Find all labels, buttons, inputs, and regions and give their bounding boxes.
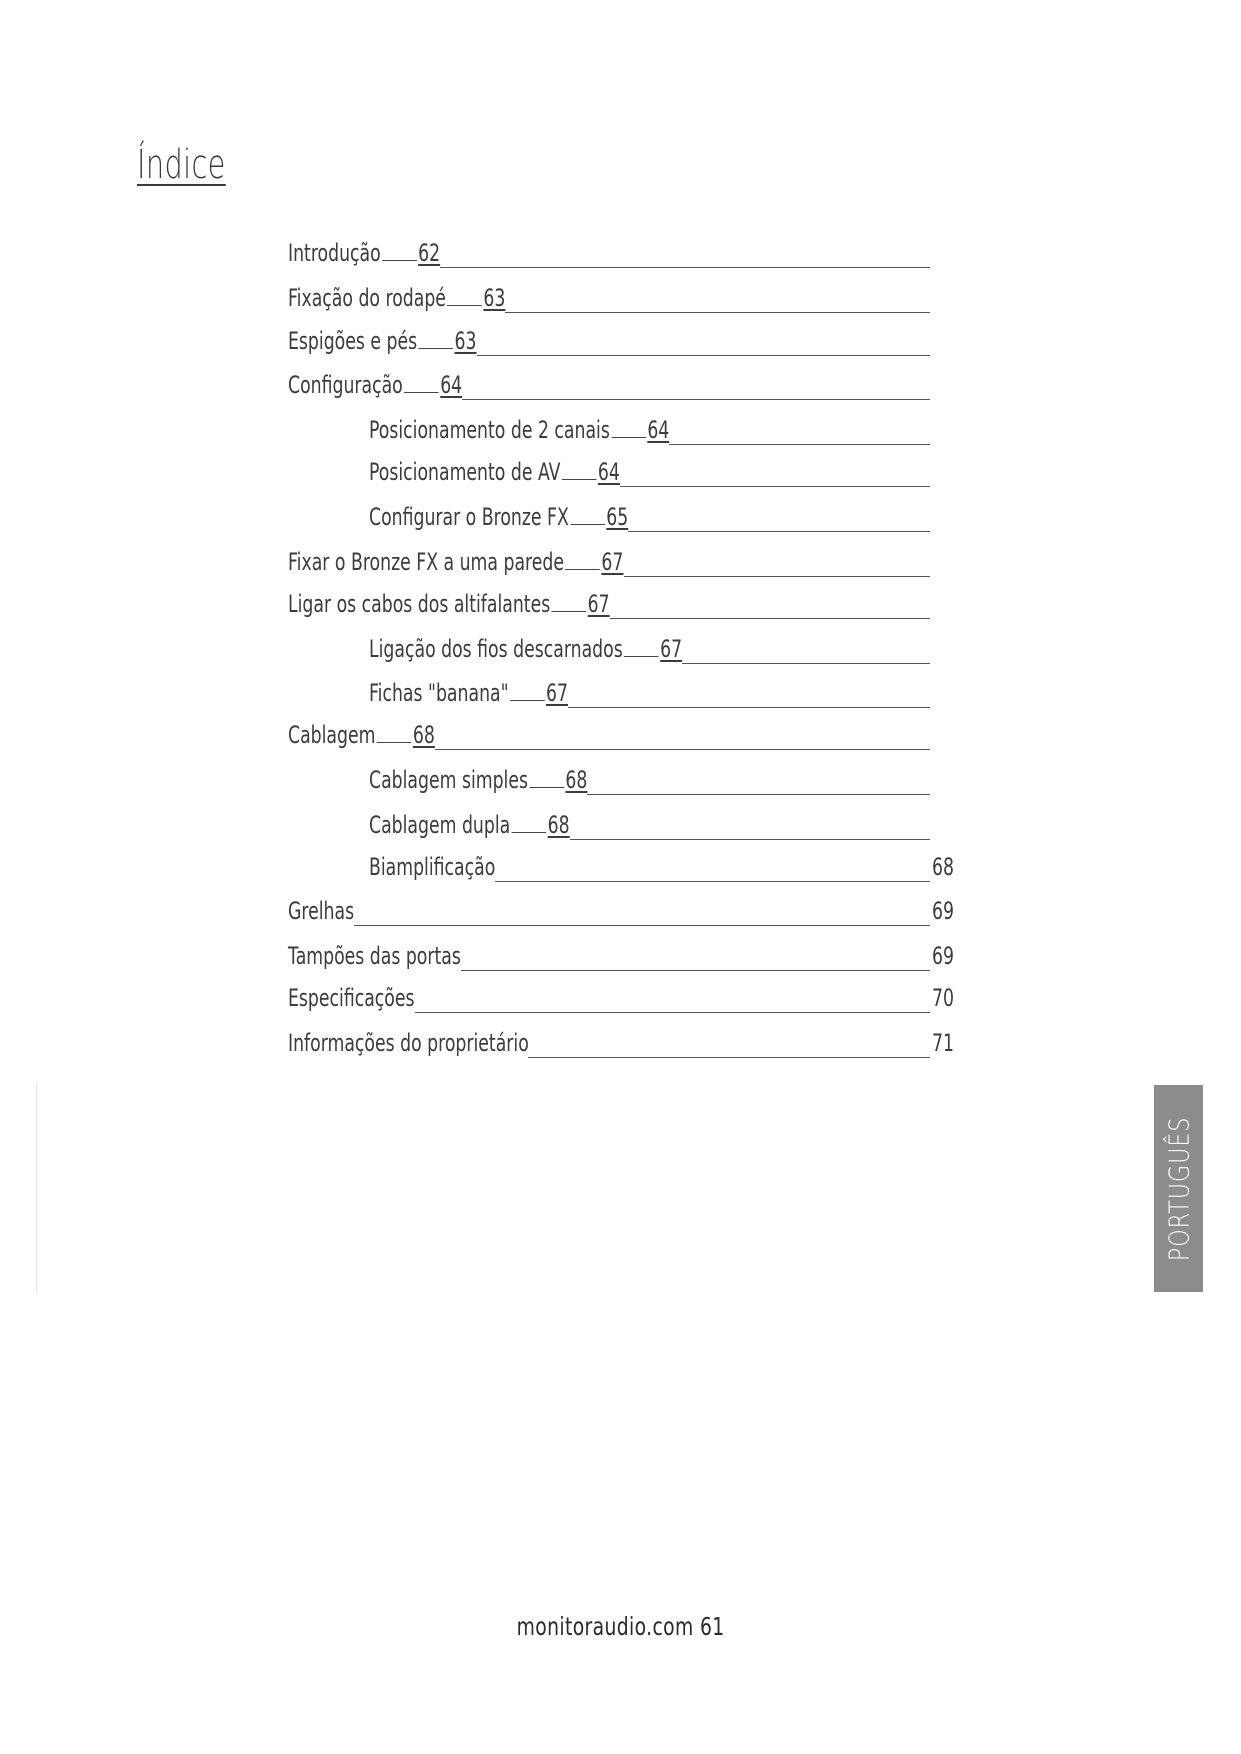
leader-underline bbox=[447, 304, 482, 306]
toc-entry-title: Grelhas bbox=[288, 897, 355, 925]
toc-entry-title: Especificações bbox=[288, 984, 415, 1012]
toc-entry[interactable] bbox=[369, 634, 930, 666]
toc-entry-page: 68 bbox=[547, 811, 570, 839]
leader-rule bbox=[495, 881, 930, 882]
toc-entry-title: Ligação dos fios descarnados bbox=[369, 635, 623, 663]
toc-entry-page: 63 bbox=[483, 284, 506, 312]
toc-entry[interactable] bbox=[369, 457, 930, 489]
toc-entry-page: 64 bbox=[597, 458, 620, 486]
toc-entry-title: Introdução bbox=[288, 239, 381, 267]
toc-entry-title: Configuração bbox=[288, 371, 403, 399]
toc-entry[interactable] bbox=[288, 547, 930, 579]
toc-entry-label bbox=[288, 327, 477, 355]
toc-entry-page: 65 bbox=[606, 503, 629, 531]
leader-rule bbox=[568, 707, 930, 708]
toc-entry-page: 69 bbox=[932, 897, 954, 925]
leader-rule bbox=[477, 355, 930, 356]
toc-entry-title: Tampões das portas bbox=[288, 942, 461, 970]
toc-entry-title: Cablagem dupla bbox=[369, 811, 511, 839]
toc-entry-label bbox=[288, 721, 435, 749]
leader-underline bbox=[382, 259, 417, 261]
toc-entry-title: Fichas "banana" bbox=[369, 679, 509, 707]
toc-entry-label bbox=[369, 635, 682, 663]
toc-entry-page: 67 bbox=[660, 635, 683, 663]
leader-rule bbox=[528, 1057, 930, 1058]
toc-entry-label bbox=[369, 503, 628, 531]
toc-entry-label bbox=[288, 590, 610, 618]
toc-entry[interactable] bbox=[288, 283, 930, 315]
toc-entry-label bbox=[369, 458, 620, 486]
leader-rule bbox=[461, 970, 930, 971]
toc-entry-title: Cablagem simples bbox=[369, 766, 528, 794]
toc-entry[interactable] bbox=[288, 941, 954, 973]
toc-entry-label bbox=[288, 548, 623, 576]
leader-underline bbox=[529, 786, 564, 788]
page-footer bbox=[0, 1612, 1241, 1641]
toc-entry-label bbox=[369, 811, 570, 839]
toc-entry-title: Biamplificação bbox=[369, 853, 496, 881]
leader-underline bbox=[624, 655, 659, 657]
toc-entry-label bbox=[369, 679, 568, 707]
toc-entry[interactable] bbox=[288, 1028, 954, 1060]
toc-entry-page: 68 bbox=[932, 853, 954, 881]
toc-entry-label bbox=[369, 766, 587, 794]
toc-entry-page: 62 bbox=[418, 239, 441, 267]
leader-rule bbox=[628, 531, 930, 532]
margin-line bbox=[36, 1082, 37, 1294]
toc-entry-label bbox=[288, 1029, 529, 1057]
toc-entry-title: Espigões e pés bbox=[288, 327, 418, 355]
leader-rule bbox=[440, 267, 930, 268]
toc-entry-label bbox=[288, 371, 462, 399]
leader-rule bbox=[435, 749, 930, 750]
toc-entry-label bbox=[369, 853, 495, 881]
toc-entry-title: Cablagem bbox=[288, 721, 376, 749]
toc-entry-title: Posicionamento de 2 canais bbox=[369, 416, 610, 444]
leader-rule bbox=[415, 1012, 930, 1013]
toc-entry[interactable] bbox=[288, 589, 930, 621]
toc-entry[interactable] bbox=[288, 720, 930, 752]
toc-entry-label bbox=[288, 984, 415, 1012]
leader-rule bbox=[570, 839, 930, 840]
toc-entry-page: 70 bbox=[932, 984, 954, 1012]
toc-entry-page: 63 bbox=[454, 327, 477, 355]
toc-entry[interactable] bbox=[369, 852, 954, 884]
leader-rule bbox=[682, 663, 930, 664]
leader-underline bbox=[512, 831, 547, 833]
toc-entry[interactable] bbox=[369, 765, 930, 797]
leader-rule bbox=[610, 618, 930, 619]
leader-underline bbox=[552, 610, 587, 612]
leader-rule bbox=[669, 444, 930, 445]
toc-entry[interactable] bbox=[369, 415, 930, 447]
toc-entry-title: Fixação do rodapé bbox=[288, 284, 446, 312]
footer-text: monitoraudio.com 61 bbox=[516, 1612, 725, 1641]
leader-underline bbox=[510, 699, 545, 701]
toc-entry-page: 71 bbox=[932, 1029, 954, 1057]
leader-rule bbox=[505, 312, 930, 313]
leader-underline bbox=[419, 347, 454, 349]
leader-rule bbox=[624, 576, 930, 577]
toc-entry-title: Informações do proprietário bbox=[288, 1029, 529, 1057]
toc-entry-page: 67 bbox=[587, 590, 610, 618]
toc-entry-label bbox=[288, 897, 354, 925]
leader-underline bbox=[565, 568, 600, 570]
toc-entry[interactable] bbox=[369, 678, 930, 710]
toc-entry-label bbox=[288, 239, 440, 267]
toc-entry-page: 69 bbox=[932, 942, 954, 970]
toc-entry-label bbox=[288, 284, 505, 312]
language-tab-label: PORTUGUÊS bbox=[1162, 1116, 1195, 1261]
toc-entry[interactable] bbox=[288, 896, 954, 928]
leader-underline bbox=[404, 391, 439, 393]
toc-entry-page: 68 bbox=[412, 721, 435, 749]
toc-entry-page: 67 bbox=[601, 548, 624, 576]
toc-entry-page: 64 bbox=[647, 416, 670, 444]
page-title: Índice bbox=[137, 142, 226, 188]
leader-rule bbox=[354, 925, 930, 926]
toc-entry-label bbox=[288, 942, 461, 970]
toc-entry[interactable] bbox=[288, 370, 930, 402]
toc-entry-page: 64 bbox=[440, 371, 463, 399]
language-tab bbox=[1154, 1085, 1203, 1292]
toc-entry-title: Ligar os cabos dos altifalantes bbox=[288, 590, 551, 618]
toc-entry[interactable] bbox=[288, 983, 954, 1015]
toc-entry-title: Fixar o Bronze FX a uma parede bbox=[288, 548, 564, 576]
leader-rule bbox=[462, 399, 930, 400]
toc-entry[interactable] bbox=[369, 810, 930, 842]
toc-entry[interactable] bbox=[288, 238, 930, 270]
toc-entry[interactable] bbox=[288, 326, 930, 358]
toc-entry-title: Configurar o Bronze FX bbox=[369, 503, 569, 531]
leader-rule bbox=[587, 794, 930, 795]
toc-entry-title: Posicionamento de AV bbox=[369, 458, 561, 486]
leader-underline bbox=[562, 478, 597, 480]
toc-entry-page: 68 bbox=[565, 766, 588, 794]
toc-entry-label bbox=[369, 416, 669, 444]
toc-entry-page: 67 bbox=[545, 679, 568, 707]
leader-underline bbox=[570, 523, 605, 525]
leader-rule bbox=[620, 486, 930, 487]
toc-entry[interactable] bbox=[369, 502, 930, 534]
leader-underline bbox=[377, 741, 412, 743]
leader-underline bbox=[611, 436, 646, 438]
